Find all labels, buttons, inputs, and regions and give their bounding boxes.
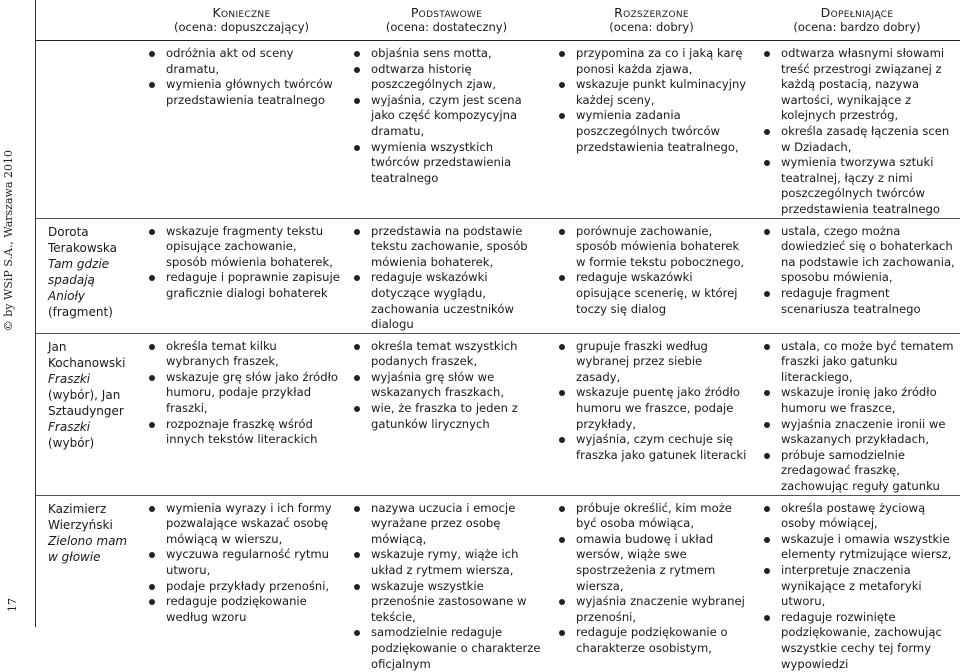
title-line: spadają Anioły <box>48 272 95 303</box>
list-item: wyjaśnia, czym cechuje się fraszka jako gatunek literacki <box>555 432 750 463</box>
table-row <box>36 333 960 495</box>
text-title-cell <box>36 333 139 495</box>
requirement-list <box>555 339 750 464</box>
title-line: (wybór), Jan <box>48 387 121 402</box>
title-line: Wierzyński <box>48 517 113 532</box>
list-item: wskazuje ironię jako źródło humoru we fraszce, <box>760 385 956 416</box>
list-item: odtwarza historię poszczególnych zjaw, <box>350 62 545 93</box>
list-item: wskazuje fragmenty tekstu opisujące zachowanie, sposób mówienia bohaterek, <box>145 224 340 271</box>
requirement-cell <box>139 41 344 219</box>
title-line: Jan <box>48 339 67 354</box>
requirement-cell <box>549 333 754 495</box>
requirement-list <box>555 46 750 155</box>
list-item: grupuje fraszki według wybranej przez siebie zasady, <box>555 339 750 386</box>
list-item: określa postawę życiową osoby mówiącej, <box>760 501 956 532</box>
title-line: Dorota <box>48 224 89 239</box>
list-item: wskazuje i omawia wszystkie elementy rytmizujące wiersz, <box>760 532 956 563</box>
table-row <box>36 218 960 333</box>
list-item: redaguje podziękowanie według wzoru <box>145 594 340 625</box>
requirement-cell <box>549 41 754 219</box>
list-item: określa zasadę łączenia scen w Dziadach, <box>760 124 956 155</box>
list-item: określa temat wszystkich podanych fraszek, <box>350 339 545 370</box>
list-item: wymienia zadania poszczególnych twórców przedstawienia teatralnego, <box>555 108 750 155</box>
text-title-cell <box>36 41 139 219</box>
title-line: (fragment) <box>48 304 113 319</box>
list-item: samodzielnie redaguje podziękowanie o charakterze oficjalnym <box>350 625 545 672</box>
page-margin: © by WSiP S.A., Warszawa 2010 17 <box>2 150 19 612</box>
list-item: próbuje samodzielnie zredagować fraszkę, zachowując reguły gatunku <box>760 448 956 495</box>
requirement-list <box>350 46 545 186</box>
title-line: Sztaudynger <box>48 403 124 418</box>
requirement-list <box>145 224 340 302</box>
requirement-cell <box>754 41 960 219</box>
requirement-list <box>555 224 750 318</box>
list-item: wie, że fraszka to jeden z gatunków lirycznych <box>350 401 545 432</box>
text-title-cell <box>36 495 139 672</box>
list-item: nazywa uczucia i emocje wyrażane przez osobę mówiącą, <box>350 501 545 548</box>
list-item: podaje przykłady przenośni, <box>145 579 340 595</box>
list-item: przypomina za co i jaką karę ponosi każda zjawa, <box>555 46 750 77</box>
list-item: redaguje wskazówki opisujące scenerię, w której toczy się dialog <box>555 270 750 317</box>
requirement-cell <box>549 218 754 333</box>
list-item: interpretuje znaczenia wynikające z metaforyki utworu, <box>760 563 956 610</box>
list-item: objaśnia sens motta, <box>350 46 545 62</box>
list-item: wskazuje puentę jako źródło humoru we fraszce, podaje przykłady, <box>555 385 750 432</box>
list-item: próbuje określić, kim może być osoba mówiąca, <box>555 501 750 532</box>
title-line: Fraszki (wybór) <box>48 419 95 450</box>
requirement-list <box>350 224 545 333</box>
list-item: przedstawia na podstawie tekstu zachowanie, sposób mówienia bohaterek, <box>350 224 545 271</box>
list-item: odtwarza własnymi słowami treść przestrogi związanej z każdą postacią, nazywa wartości, wynikające z kolejnych przestróg, <box>760 46 956 124</box>
list-item: redaguje wskazówki dotyczące wyglądu, zachowania uczestników dialogu <box>350 270 545 332</box>
title-line: Kazimierz <box>48 501 107 516</box>
list-item: wymienia głównych twórców przedstawienia teatralnego <box>145 77 340 108</box>
requirement-list <box>760 339 956 495</box>
requirement-cell <box>139 495 344 672</box>
table-row <box>36 495 960 672</box>
requirement-cell <box>139 218 344 333</box>
list-item: redaguje fragment scenariusza teatralnego <box>760 286 956 317</box>
requirement-cell <box>344 41 549 219</box>
requirement-cell <box>344 333 549 495</box>
requirements-table <box>36 0 960 672</box>
requirement-list <box>145 46 340 108</box>
requirement-list <box>145 501 340 626</box>
list-item: porównuje zachowanie, sposób mówienia bohaterek w formie tekstu pobocznego, <box>555 224 750 271</box>
list-item: wyczuwa regularność rytmu utworu, <box>145 547 340 578</box>
list-item: odróżnia akt od sceny dramatu, <box>145 46 340 77</box>
list-item: wskazuje rymy, wiąże ich układ z rytmem wiersza, <box>350 547 545 578</box>
header-rozszerzone: Rozszerzone (ocena: dobry) <box>549 0 754 41</box>
list-item: określa temat kilku wybranych fraszek, <box>145 339 340 370</box>
requirement-list <box>555 501 750 657</box>
list-item: redaguje rozwinięte podziękowanie, zachowując wszystkie cechy tej formy wypowiedzi <box>760 610 956 672</box>
header-konieczne: Konieczne (ocena: dopuszczający) <box>139 0 344 41</box>
requirement-cell <box>139 333 344 495</box>
requirement-list <box>760 46 956 218</box>
list-item: wskazuje punkt kulminacyjny każdej sceny, <box>555 77 750 108</box>
requirement-list <box>350 339 545 433</box>
list-item: wyjaśnia znaczenie wybranej przenośni, <box>555 594 750 625</box>
title-line: Tam gdzie <box>48 256 110 271</box>
list-item: ustala, co może być tematem fraszki jako gatunku literackiego, <box>760 339 956 386</box>
text-title-cell <box>36 218 139 333</box>
requirement-cell <box>549 495 754 672</box>
header-empty <box>36 0 139 41</box>
list-item: wymienia wszystkich twórców przedstawienia teatralnego <box>350 140 545 187</box>
requirement-cell <box>344 495 549 672</box>
requirement-list <box>145 339 340 448</box>
header-podstawowe: Podstawowe (ocena: dostateczny) <box>344 0 549 41</box>
list-item: wymienia tworzywa sztuki teatralnej, łączy z nimi poszczególnych twórców przedstawienia teatralnego <box>760 155 956 217</box>
requirement-cell <box>754 218 960 333</box>
title-line: w głowie <box>48 549 101 564</box>
title-line: Zielono mam <box>48 533 128 548</box>
title-line: Fraszki <box>48 371 91 386</box>
list-item: wymienia wyrazy i ich formy pozwalające wskazać osobę mówiącą w wierszu, <box>145 501 340 548</box>
requirement-cell <box>754 495 960 672</box>
title-line: Terakowska <box>48 240 117 255</box>
list-item: wyjaśnia znaczenie ironii we wskazanych przykładach, <box>760 417 956 448</box>
list-item: wyjaśnia, czym jest scena jako część kompozycyjna dramatu, <box>350 93 545 140</box>
table-header-row <box>36 0 960 41</box>
header-dopelniajace: Dopełniające (ocena: bardzo dobry) <box>754 0 960 41</box>
list-item: redaguje podziękowanie o charakterze osobistym, <box>555 625 750 656</box>
requirement-cell <box>754 333 960 495</box>
list-item: wskazuje wszystkie przenośnie zastosowane w tekście, <box>350 579 545 626</box>
list-item: ustala, czego można dowiedzieć się o bohaterkach na podstawie ich zachowania, sposobu mówienia, <box>760 224 956 286</box>
requirement-list <box>350 501 545 672</box>
requirement-cell <box>344 218 549 333</box>
list-item: wyjaśnia grę słów we wskazanych fraszkach, <box>350 370 545 401</box>
table-row <box>36 41 960 219</box>
requirement-list <box>760 501 956 672</box>
requirement-list <box>760 224 956 318</box>
title-line: Kochanowski <box>48 355 126 370</box>
list-item: redaguje i poprawnie zapisuje graficznie dialogi bohaterek <box>145 270 340 301</box>
list-item: omawia budowę i układ wersów, wiąże swe spostrzeżenia z rytmem wiersza, <box>555 532 750 594</box>
list-item: wskazuje grę słów jako źródło humoru, podaje przykład fraszki, <box>145 370 340 417</box>
list-item: rozpoznaje fraszkę wśród innych tekstów literackich <box>145 417 340 448</box>
